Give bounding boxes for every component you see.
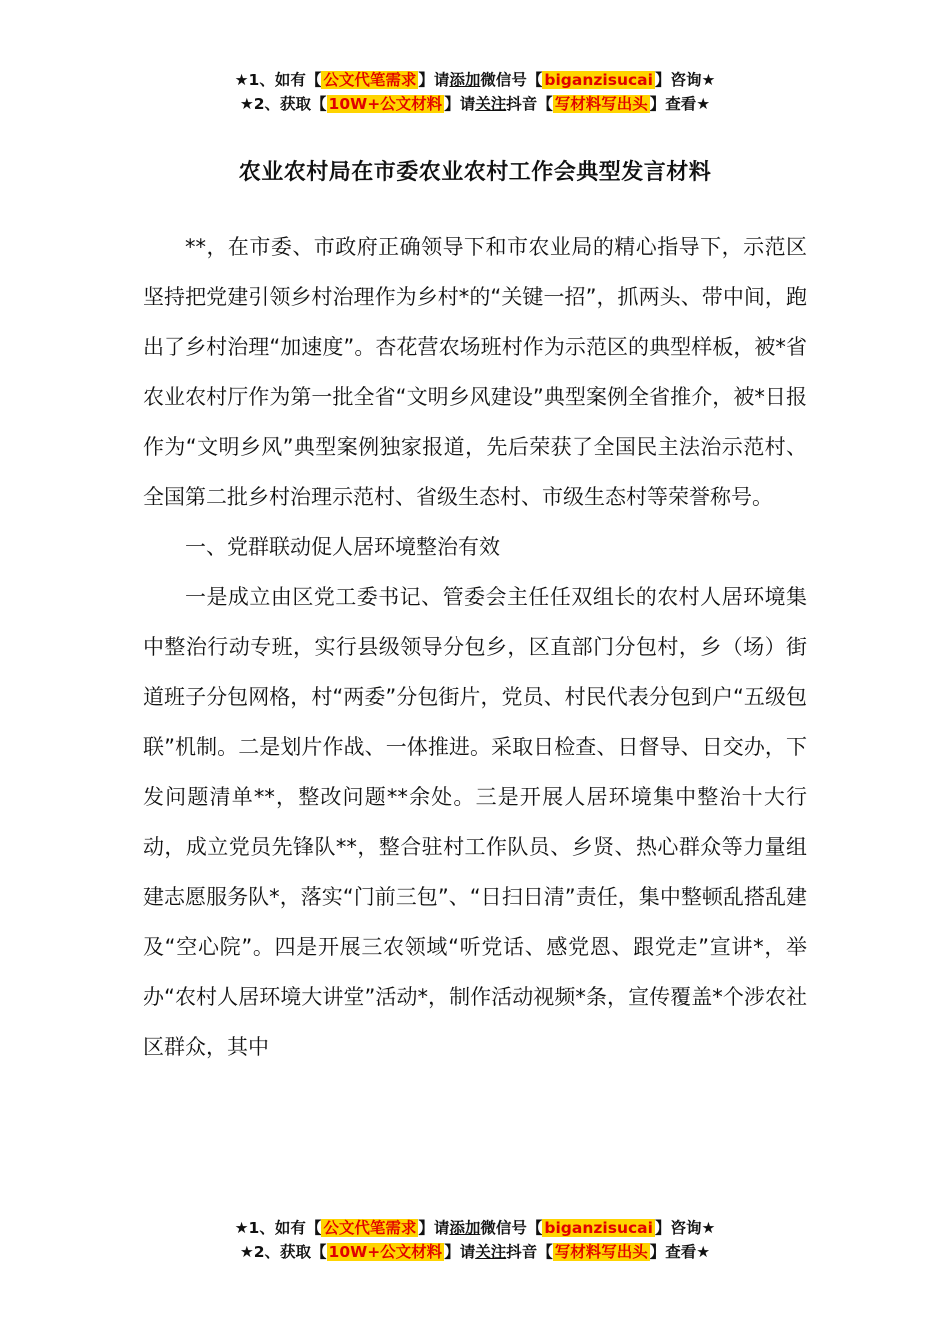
banner-text: 抖音【 [506, 1243, 553, 1261]
banner-text: 】请 [418, 71, 450, 89]
document-title: 农业农村局在市委农业农村工作会典型发言材料 [238, 160, 712, 185]
document-body [143, 222, 807, 1072]
section-heading: 一、党群联动促人居环境整治有效 [185, 535, 500, 559]
banner-line-1 [0, 1216, 950, 1240]
paragraph: **，在市委、市政府正确领导下和市农业局的精心指导下，示范区坚持把党建引领乡村治理作为乡村*的“关键一招”，抓两头、带中间，跑出了乡村治理“加速度”。杏花营农场班村作为示范区的典型样板，被*省农业农村厅作为第一批全省“文明乡风建设”典型案例全省推介，被*日报作为“文明乡风”典型案例独家报道，先后荣获了全国民主法治示范村、全国第二批乡村治理示范村、省级生态村、市级生态村等荣誉称号。 [143, 235, 807, 509]
banner-text: ★1、如有【 [234, 71, 322, 89]
header-banner [0, 68, 950, 116]
banner-highlight: 写材料写出头 [554, 1243, 648, 1261]
banner-text: 微信号【 [480, 1219, 543, 1237]
banner-highlight: biganzisucai [544, 71, 653, 89]
paragraph: 一是成立由区党工委书记、管委会主任任双组长的农村人居环境集中整治行动专班，实行县级领导分包乡，区直部门分包村，乡（场）街道班子分包网格，村“两委”分包街片，党员、村民代表分包到户“五级包联”机制。二是划片作战、一体推进。采取日检查、日督导、日交办，下发问题清单**，整改问题**余处。三是开展人居环境集中整治十大行动，成立党员先锋队**，整合驻村工作队员、乡贤、热心群众等力量组建志愿服务队*，落实“门前三包”、“日扫日清”责任，集中整顿乱搭乱建及“空心院”。四是开展三农领域“听党话、感党恩、跟党走”宣讲*，举办“农村人居环境大讲堂”活动*，制作活动视频*条，宣传覆盖*个涉农社区群众，其中 [143, 585, 807, 1059]
banner-underline: 添加 [449, 71, 481, 89]
banner-highlight: 公文代笔需求 [323, 71, 417, 89]
banner-text: 】查看★ [649, 95, 711, 113]
banner-text: 】咨询★ [654, 71, 716, 89]
banner-highlight: 10W+公文材料 [328, 1243, 443, 1261]
banner-line-2 [0, 1240, 950, 1264]
banner-text: ★1、如有【 [234, 1219, 322, 1237]
banner-text: 】请 [444, 95, 476, 113]
banner-line-2 [0, 92, 950, 116]
banner-text: 】查看★ [649, 1243, 711, 1261]
banner-highlight: 10W+公文材料 [328, 95, 443, 113]
banner-highlight: 写材料写出头 [554, 95, 648, 113]
banner-text: 】咨询★ [654, 1219, 716, 1237]
banner-text: 微信号【 [480, 71, 543, 89]
banner-underline: 添加 [449, 1219, 481, 1237]
banner-text: 】请 [418, 1219, 450, 1237]
banner-text: 】请 [444, 1243, 476, 1261]
banner-underline: 关注 [475, 1243, 507, 1261]
banner-highlight: biganzisucai [544, 1219, 653, 1237]
banner-text: ★2、获取【 [239, 95, 327, 113]
banner-highlight: 公文代笔需求 [323, 1219, 417, 1237]
banner-text: 抖音【 [506, 95, 553, 113]
footer-banner [0, 1216, 950, 1264]
banner-underline: 关注 [475, 95, 507, 113]
banner-line-1 [0, 68, 950, 92]
banner-text: ★2、获取【 [239, 1243, 327, 1261]
